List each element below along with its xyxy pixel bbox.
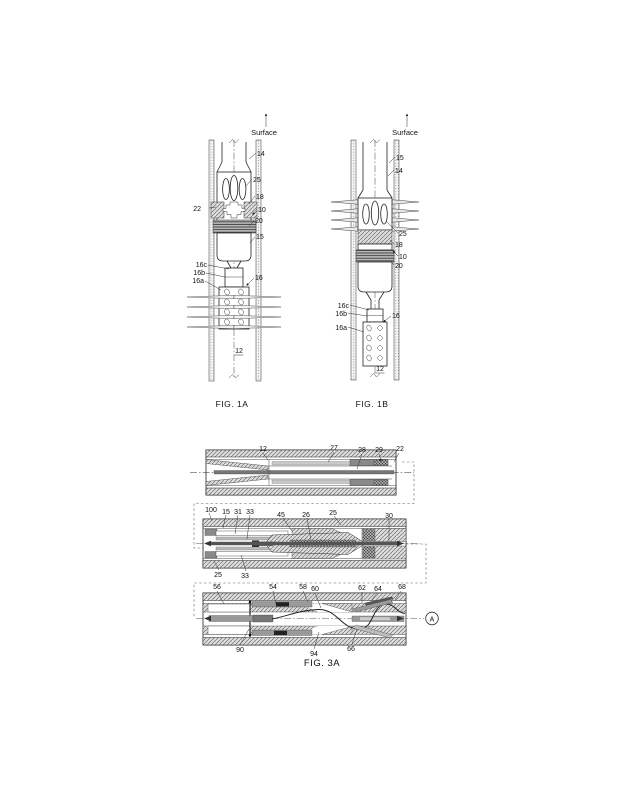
fig3a-bot-label-94: 94 — [310, 651, 318, 658]
fig1b-label-10: 10 — [399, 254, 407, 261]
fig1b-seal-stack — [356, 250, 394, 262]
fig1b-label-15: 15 — [396, 155, 404, 162]
fig1a-label-10: 10 — [258, 207, 266, 214]
fig1b-surface-label: Surface — [392, 128, 418, 137]
fig1b-perforated-sub — [363, 322, 387, 366]
fig3a-bot-label-66: 66 — [347, 646, 355, 653]
fig1b-label-14: 14 — [395, 168, 403, 175]
fig1b-label-12: 12 — [376, 366, 384, 373]
fig3a-mid-label-25b: 25 — [214, 572, 222, 579]
fig1b-label-16c: 16c — [337, 303, 349, 310]
fig3a-bot-label-54: 54 — [269, 584, 277, 591]
fig1a-label-16b: 16b — [193, 270, 205, 277]
fig1a-label-20: 20 — [255, 218, 263, 225]
fig3a-top-rod — [214, 471, 394, 475]
fig3a-bot-label-62: 62 — [358, 585, 366, 592]
fig1b-label-18: 18 — [395, 242, 403, 249]
fig1a-label-12: 12 — [235, 348, 243, 355]
fig3a-mid-rod — [210, 542, 400, 545]
fig3a-bot-label-64: 64 — [374, 586, 382, 593]
fig1a-label-18: 18 — [256, 194, 264, 201]
fig3a-top-label-28: 28 — [358, 447, 366, 454]
fig1a-flow-ports — [223, 176, 246, 201]
fig1a-label-25: 25 — [253, 177, 261, 184]
fig3a-mid-label-30: 30 — [385, 513, 393, 520]
fig3a-top-label-29: 29 — [375, 447, 383, 454]
fig1b-label-16a: 16a — [335, 325, 347, 332]
fig3a-top-label-12: 12 — [259, 446, 267, 453]
fig3a-mid-label-15: 15 — [222, 509, 230, 516]
fig1a-seal-stack — [213, 220, 256, 233]
fig3a-mid-label-31: 31 — [234, 509, 242, 516]
fig1a-caption: FIG. 1A — [215, 399, 249, 409]
fig1a-label-16c: 16c — [195, 262, 207, 269]
fig1b-label-16b: 16b — [335, 311, 347, 318]
fig1a-surface-label: Surface — [251, 128, 277, 137]
fig3a-bot-label-56: 56 — [213, 584, 221, 591]
fig1b-label-20: 20 — [395, 263, 403, 270]
fig3a-top-label-27: 27 — [330, 445, 338, 452]
fig1b-gap-ring — [358, 244, 392, 250]
fig1a-label-22: 22 — [193, 206, 201, 213]
fig3a-bot-label-60: 60 — [311, 586, 319, 593]
fig1a-casing-wall-left — [209, 140, 214, 381]
fig3a-mid-label-26: 26 — [302, 512, 310, 519]
fig1a-label-14: 14 — [257, 151, 265, 158]
fig3a-mid-label-33: 33 — [246, 509, 254, 516]
fig1b-casing-wall-left — [351, 140, 356, 380]
fig1a-label-15: 15 — [256, 234, 264, 241]
fig3a-top-label-22: 22 — [396, 446, 404, 453]
fig1b-label-25: 25 — [399, 231, 407, 238]
fig3a-mid-label-45: 45 — [277, 512, 285, 519]
fig3a-mid-label-25: 25 — [329, 510, 337, 517]
fig3a-bot-label-68: 68 — [398, 584, 406, 591]
fig1b-label-16: 16 — [392, 313, 400, 320]
fig1a-label-16: 16 — [255, 275, 263, 282]
fig3a-bot-label-90: 90 — [236, 647, 244, 654]
fig3a-detail-marker-letter: A — [429, 616, 435, 624]
fig1a-latch-section — [211, 202, 257, 218]
fig1b-caption: FIG. 1B — [355, 399, 389, 409]
fig1a-label-16a: 16a — [192, 278, 204, 285]
fig3a-bottom-rod — [209, 616, 253, 622]
fig3a-mid-label-100: 100 — [205, 507, 217, 514]
fig1b-flow-ports — [363, 201, 388, 225]
fig1b-packer-element — [358, 230, 392, 244]
fig3a-mid-label-33b: 33 — [241, 573, 249, 580]
fig3a-caption: FIG. 3A — [303, 658, 341, 669]
fig3a-bot-label-58: 58 — [299, 584, 307, 591]
